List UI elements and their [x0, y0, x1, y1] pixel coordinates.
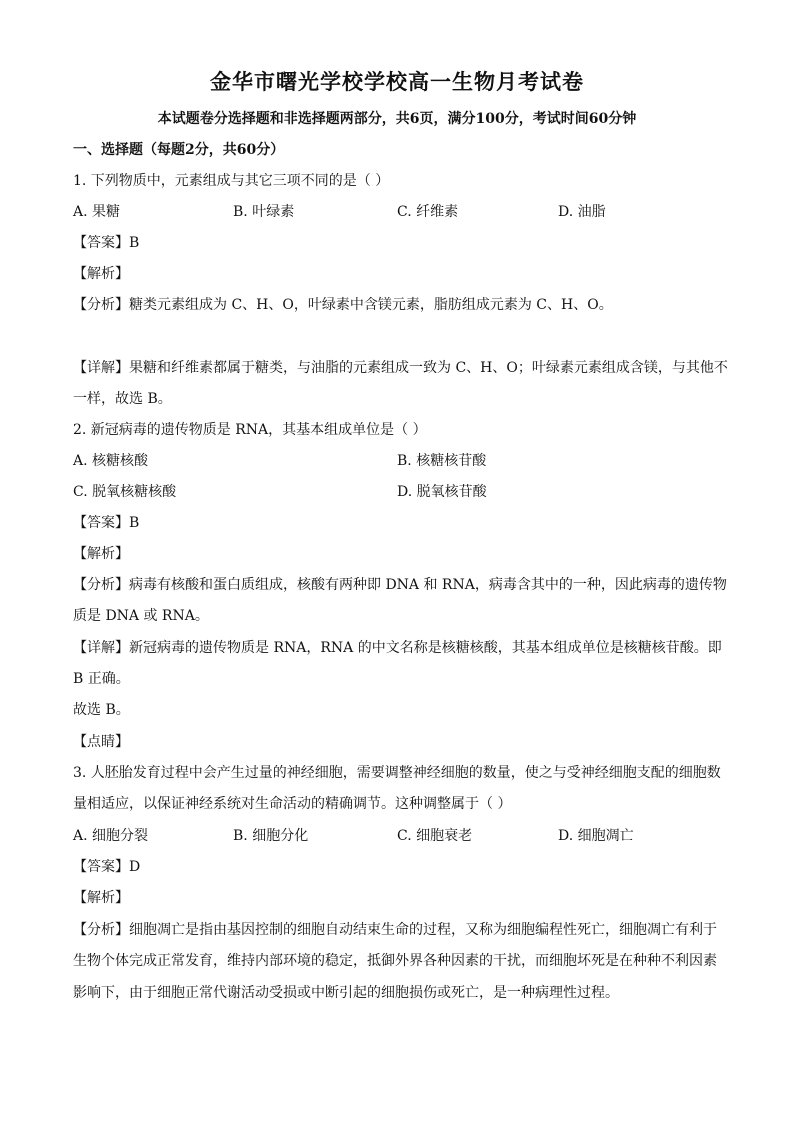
q2-option-b: B. 核糖核苷酸 [397, 453, 487, 469]
q2-dianjing-label: 【点睛】 [73, 734, 129, 750]
exam-instructions: 本试题卷分选择题和非选择题两部分，共6页，满分100分，考试时间60分钟 [157, 111, 637, 127]
q2-detail-line-2: B 正确。 [73, 671, 130, 687]
q2-option-d: D. 脱氧核苷酸 [397, 484, 487, 500]
q3-answer: 【答案】D [73, 859, 141, 875]
q1-analysis: 【分析】糖类元素组成为 C、H、O，叶绿素中含镁元素，脂肪组成元素为 C、H、O。 [73, 297, 613, 313]
q3-option-c: C. 细胞衰老 [397, 828, 473, 844]
q2-detail-line-1: 【详解】新冠病毒的遗传物质是 RNA，RNA 的中文名称是核糖核酸，其基本组成单位是核糖核苷酸。即 [73, 640, 722, 656]
q1-option-a: A. 果糖 [73, 204, 121, 220]
question-1-stem: 1. 下列物质中，元素组成与其它三项不同的是（ ） [73, 173, 390, 189]
question-3-stem-line-2: 量相适应，以保证神经系统对生命活动的精确调节。这种调整属于（ ） [73, 796, 512, 812]
q1-detail-line-1: 【详解】果糖和纤维素都属于糖类，与油脂的元素组成一致为 C、H、O；叶绿素元素组成含镁，与其他不 [73, 360, 728, 376]
q2-conclusion: 故选 B。 [73, 702, 130, 718]
page-title: 金华市曙光学校学校高一生物月考试卷 [210, 69, 584, 94]
q3-jiexi-label: 【解析】 [73, 890, 129, 906]
q2-option-a: A. 核糖核酸 [73, 453, 149, 469]
q3-option-a: A. 细胞分裂 [73, 828, 149, 844]
question-3-stem-line-1: 3. 人胚胎发育过程中会产生过量的神经细胞，需要调整神经细胞的数量，使之与受神经细胞支配的细胞数 [73, 765, 721, 781]
section-heading: 一、选择题（每题2分，共60分） [73, 142, 285, 158]
q1-option-d: D. 油脂 [558, 204, 606, 220]
q1-answer: 【答案】B [73, 235, 140, 251]
q2-answer: 【答案】B [73, 515, 140, 531]
q3-analysis-line-2: 生物个体完成正常发育，维持内部环境的稳定，抵御外界各种因素的干扰，而细胞坏死是在种种不利因素 [73, 953, 717, 969]
q3-option-d: D. 细胞凋亡 [558, 828, 634, 844]
q1-detail-line-2: 一样，故选 B。 [73, 391, 172, 407]
q1-option-c: C. 纤维素 [397, 204, 459, 220]
q3-option-b: B. 细胞分化 [233, 828, 309, 844]
q3-analysis-line-1: 【分析】细胞凋亡是指由基因控制的细胞自动结束生命的过程，又称为细胞编程性死亡，细胞凋亡有利于 [73, 922, 717, 938]
q2-analysis-line-1: 【分析】病毒有核酸和蛋白质组成，核酸有两种即 DNA 和 RNA，病毒含其中的一种，因此病毒的遗传物 [73, 577, 727, 593]
q1-option-b: B. 叶绿素 [233, 204, 295, 220]
q2-jiexi-label: 【解析】 [73, 546, 129, 562]
q2-analysis-line-2: 质是 DNA 或 RNA。 [73, 608, 209, 624]
q1-jiexi-label: 【解析】 [73, 266, 129, 282]
question-2-stem: 2. 新冠病毒的遗传物质是 RNA，其基本组成单位是（ ） [73, 422, 427, 438]
q2-option-c: C. 脱氧核糖核酸 [73, 484, 177, 500]
q3-analysis-line-3: 影响下，由于细胞正常代谢活动受损或中断引起的细胞损伤或死亡，是一种病理性过程。 [73, 985, 619, 1001]
